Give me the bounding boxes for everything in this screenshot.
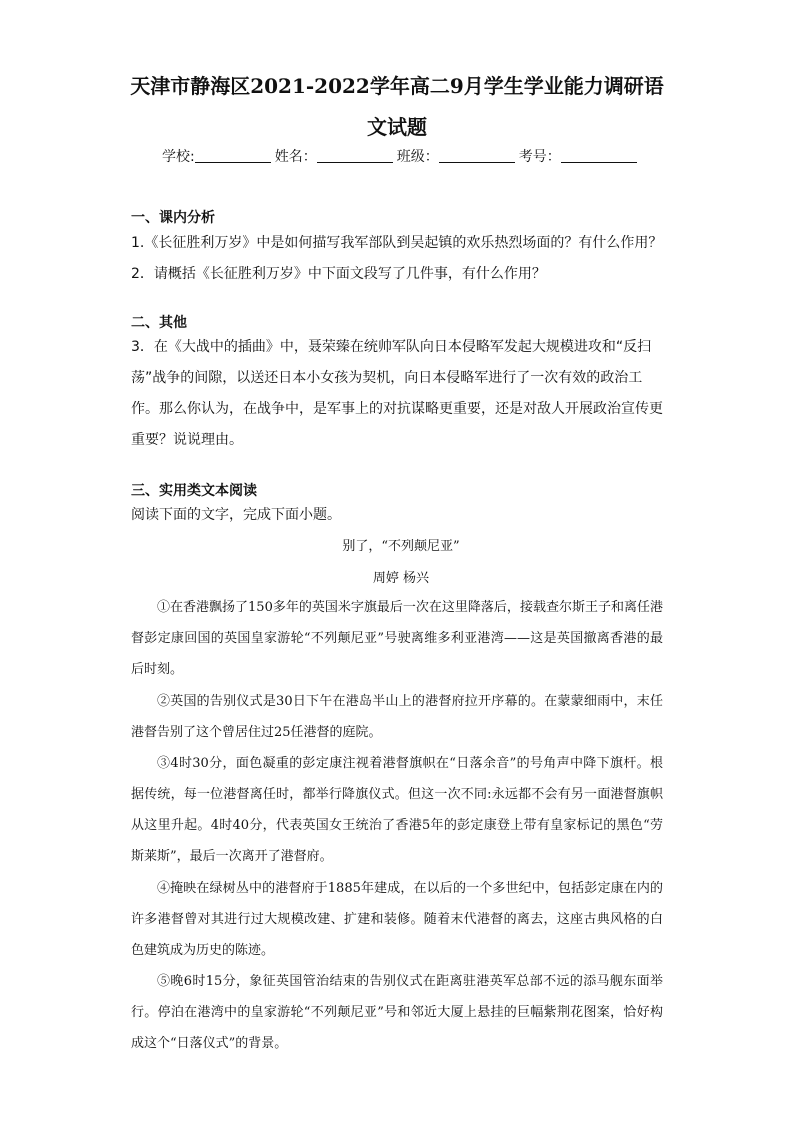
article-title: 别了，“不列颠尼亚” <box>342 539 460 554</box>
question-2: 2．请概括《长征胜利万岁》中下面文段写了几件事，有什么作用？ <box>131 266 546 282</box>
school-blank <box>195 148 271 163</box>
section-2-heading: 二、其他 <box>131 315 187 331</box>
section-3-heading: 三、实用类文本阅读 <box>131 483 257 499</box>
exam-no-blank <box>561 148 637 163</box>
article-paragraph-2: ②英国的告别仪式是30日下午在港岛半山上的港督府拉开序幕的。在蒙蒙细雨中，末任港督告别了这个曾居住过25任港督的庭院。 <box>131 694 663 740</box>
class-label: 班级： <box>396 149 439 165</box>
section-1-heading: 一、课内分析 <box>131 210 215 226</box>
name-label: 姓名： <box>274 149 317 165</box>
reading-instruction: 阅读下面的文字，完成下面小题。 <box>131 507 341 523</box>
question-3: 3．在《大战中的插曲》中，聂荣臻在统帅军队向日本侵略军发起大规模进攻和“反扫荡”战争的间隙，以送还日本小女孩为契机，向日本侵略军进行了一次有效的政治工作。那么你认为，在战争中，是军事上的对抗谋略更重要，还是对敌人开展政治宣传更重要？说说理由。 <box>131 339 663 448</box>
document-title-line-1: 天津市静海区2021-2022学年高二9月学生学业能力调研语 <box>130 74 664 98</box>
class-blank <box>439 148 515 163</box>
school-label: 学校: <box>162 149 195 165</box>
article-author: 周婷 杨兴 <box>372 571 430 586</box>
question-1: 1.《长征胜利万岁》中是如何描写我军部队到吴起镇的欢乐热烈场面的？有什么作用？ <box>131 235 663 251</box>
article-paragraph-5: ⑤晚6时15分，象征英国管治结束的告别仪式在距离驻港英军总部不远的添马舰东面举行。停泊在港湾中的皇家游轮“不列颠尼亚”号和邻近大厦上悬挂的巨幅紫荆花图案，恰好构成这个“日落仪式”的背景。 <box>131 974 663 1051</box>
exam-no-label: 考号： <box>518 149 561 165</box>
document-title-line-2: 文试题 <box>367 115 427 139</box>
article-paragraph-4: ④掩映在绿树丛中的港督府于1885年建成，在以后的一个多世纪中，包括彭定康在内的许多港督曾对其进行过大规模改建、扩建和装修。随着末代港督的离去，这座古典风格的白色建筑成为历史的陈迹。 <box>131 881 663 958</box>
article-paragraph-3: ③4时30分，面色凝重的彭定康注视着港督旗帜在“日落余音”的号角声中降下旗杆。根据传统，每一位港督离任时，都举行降旗仪式。但这一次不同:永远都不会有另一面港督旗帜从这里升起。4时40分，代表英国女王统治了香港5年的彭定康登上带有皇家标记的黑色“劳斯莱斯”，最后一次离开了港督府。 <box>131 756 663 864</box>
name-blank <box>317 148 393 163</box>
student-info-line <box>162 146 641 166</box>
article-paragraph-1: ①在香港飘扬了150多年的英国米字旗最后一次在这里降落后，接载查尔斯王子和离任港督彭定康回国的英国皇家游轮“不列颠尼亚”号驶离维多利亚港湾——这是英国撤离香港的最后时刻。 <box>131 600 663 677</box>
